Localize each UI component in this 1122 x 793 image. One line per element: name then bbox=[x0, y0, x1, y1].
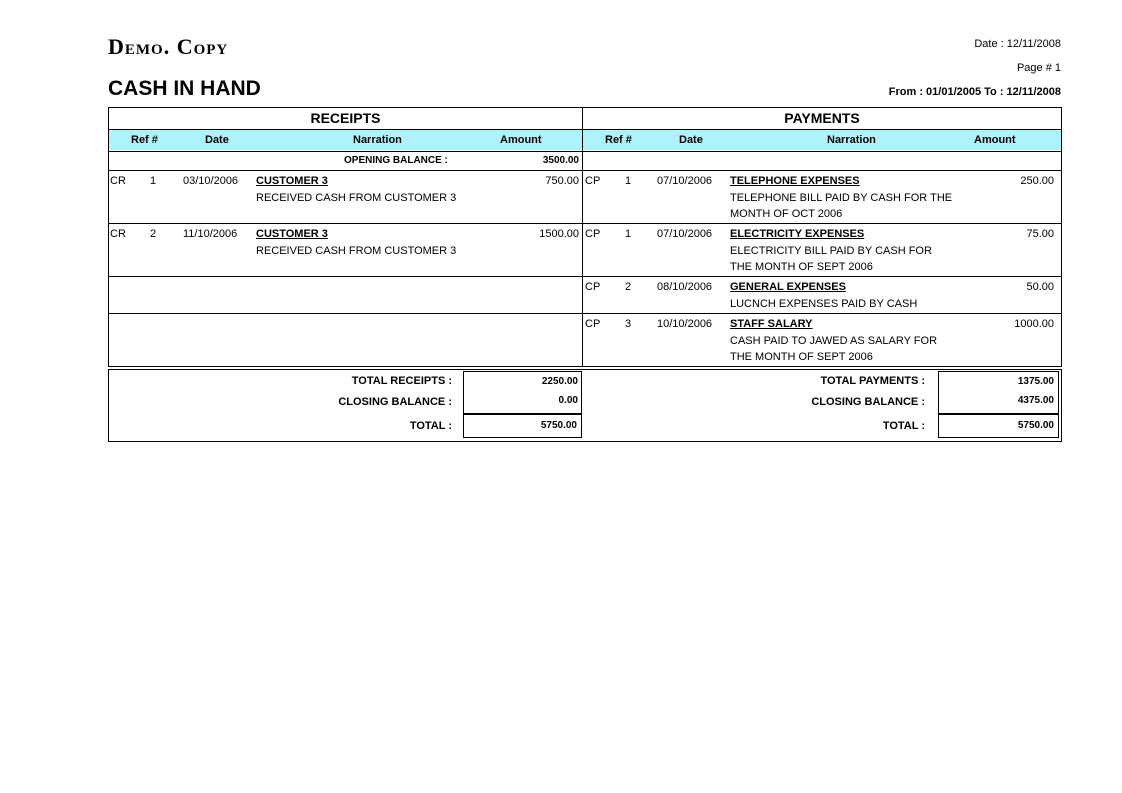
receipts-col-ref: Ref # bbox=[131, 134, 158, 146]
payment-type: CP bbox=[585, 175, 601, 187]
payment-narration-line2: THE MONTH OF SEPT 2006 bbox=[730, 261, 873, 273]
date-range: From : 01/01/2005 To : 12/11/2008 bbox=[888, 86, 1061, 98]
payment-type: CP bbox=[585, 281, 601, 293]
payment-narration-line2: MONTH OF OCT 2006 bbox=[730, 208, 843, 220]
receipt-narration: RECEIVED CASH FROM CUSTOMER 3 bbox=[256, 192, 457, 204]
payment-type: CP bbox=[585, 228, 601, 240]
payments-closing-balance-value: 4375.00 bbox=[1017, 395, 1054, 406]
payment-amount: 250.00 bbox=[1020, 175, 1054, 187]
payment-amount: 1000.00 bbox=[1014, 318, 1054, 330]
payment-narration-line2: THE MONTH OF SEPT 2006 bbox=[730, 351, 873, 363]
receipts-grand-total-box: 5750.00 bbox=[463, 413, 582, 438]
receipt-narration: RECEIVED CASH FROM CUSTOMER 3 bbox=[256, 245, 457, 257]
payments-grand-total-label: TOTAL : bbox=[882, 420, 925, 432]
total-receipts-label: TOTAL RECEIPTS : bbox=[351, 375, 452, 387]
receipt-type: CR bbox=[110, 175, 126, 187]
payment-narration-line1: ELECTRICITY BILL PAID BY CASH FOR bbox=[730, 245, 932, 257]
receipts-col-date: Date bbox=[205, 134, 229, 146]
payment-ref: 2 bbox=[625, 281, 632, 293]
payment-date: 07/10/2006 bbox=[657, 175, 713, 187]
payments-col-date: Date bbox=[679, 134, 703, 146]
receipts-col-amount: Amount bbox=[500, 134, 542, 146]
payment-date: 10/10/2006 bbox=[657, 318, 713, 330]
receipt-date: 03/10/2006 bbox=[183, 175, 239, 187]
receipt-ref: 1 bbox=[150, 175, 157, 187]
payments-grand-total-box: 5750.00 bbox=[938, 413, 1059, 438]
payments-col-amount: Amount bbox=[974, 134, 1016, 146]
report-title: CASH IN HAND bbox=[108, 77, 261, 100]
payment-date: 08/10/2006 bbox=[657, 281, 713, 293]
receipt-ref: 2 bbox=[150, 228, 157, 240]
receipts-closing-balance-label: CLOSING BALANCE : bbox=[338, 396, 452, 408]
payment-ref: 3 bbox=[625, 318, 632, 330]
payment-account: ELECTRICITY EXPENSES bbox=[730, 228, 865, 240]
receipt-type: CR bbox=[110, 228, 126, 240]
receipts-section-header: RECEIPTS bbox=[310, 110, 381, 126]
payment-amount: 75.00 bbox=[1026, 228, 1054, 240]
payment-narration-line1: CASH PAID TO JAWED AS SALARY FOR bbox=[730, 335, 938, 347]
receipt-amount: 750.00 bbox=[545, 175, 579, 187]
payments-col-ref: Ref # bbox=[605, 134, 632, 146]
receipts-closing-balance-value: 0.00 bbox=[558, 395, 578, 406]
receipts-grand-total-label: TOTAL : bbox=[409, 420, 452, 432]
payments-closing-balance-label: CLOSING BALANCE : bbox=[811, 396, 925, 408]
payment-narration-line1: LUCNCH EXPENSES PAID BY CASH bbox=[730, 298, 918, 310]
receipts-col-narration: Narration bbox=[353, 134, 402, 146]
payment-type: CP bbox=[585, 318, 601, 330]
receipt-amount: 1500.00 bbox=[539, 228, 579, 240]
payment-account: TELEPHONE EXPENSES bbox=[730, 175, 860, 187]
payment-amount: 50.00 bbox=[1026, 281, 1054, 293]
payment-ref: 1 bbox=[625, 228, 632, 240]
payment-account: STAFF SALARY bbox=[730, 318, 813, 330]
total-payments-label: TOTAL PAYMENTS : bbox=[820, 375, 925, 387]
demo-copy-watermark: Demo. Copy bbox=[108, 34, 229, 59]
opening-balance-label: OPENING BALANCE : bbox=[344, 155, 448, 166]
payment-ref: 1 bbox=[625, 175, 632, 187]
total-receipts-value: 2250.00 bbox=[541, 376, 578, 387]
receipt-date: 11/10/2006 bbox=[183, 228, 238, 240]
receipt-account: CUSTOMER 3 bbox=[256, 175, 328, 187]
page-number: Page # 1 bbox=[1016, 62, 1061, 74]
report-date: Date : 12/11/2008 bbox=[974, 38, 1061, 50]
payment-account: GENERAL EXPENSES bbox=[730, 281, 846, 293]
payments-section-header: PAYMENTS bbox=[784, 110, 860, 126]
opening-balance-amount: 3500.00 bbox=[542, 155, 579, 166]
receipt-account: CUSTOMER 3 bbox=[256, 228, 328, 240]
payment-narration-line1: TELEPHONE BILL PAID BY CASH FOR THE bbox=[730, 192, 953, 204]
payment-date: 07/10/2006 bbox=[657, 228, 713, 240]
total-payments-value: 1375.00 bbox=[1017, 376, 1054, 387]
payments-col-narration: Narration bbox=[827, 134, 876, 146]
